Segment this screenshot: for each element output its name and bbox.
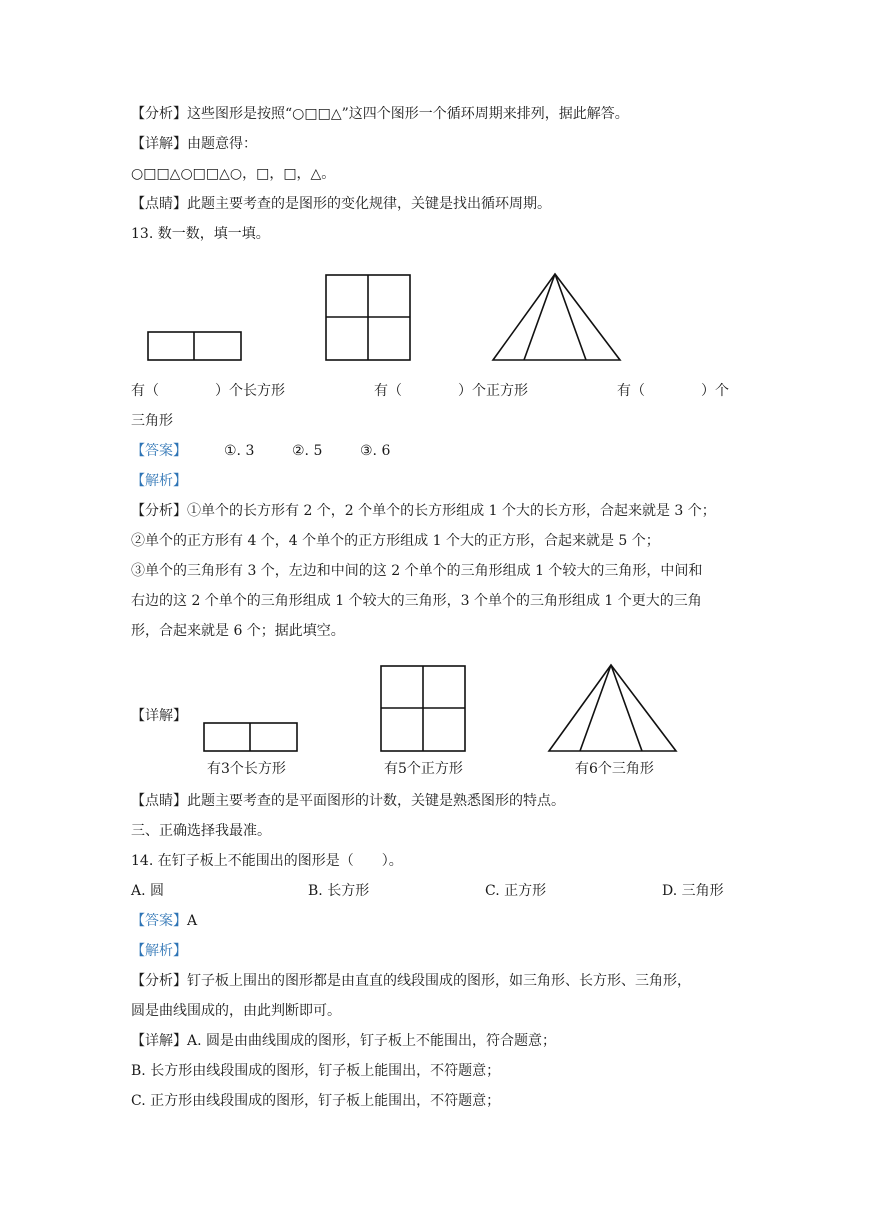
q12-detail-label: 【详解】由题意得： [131, 136, 257, 152]
q13-answer-label: 【答案】 [131, 443, 187, 459]
q12-analysis: 【分析】这些图形是按照“○□□△”这四个图形一个循环周期来排列，据此解答。 [131, 106, 629, 122]
q14-option-a: A. 圆 [131, 883, 165, 899]
q13-analysis-2: ②单个的正方形有 4 个，4 个单个的正方形组成 1 个大的正方形，合起来就是 5 个； [131, 533, 660, 549]
q13-analysis-3: ③单个的三角形有 3 个，左边和中间的这 2 个单个的三角形组成 1 个较大的三角形，中间和 [131, 563, 703, 579]
q14-jiexi: 【解析】 [131, 943, 187, 959]
q13-square-figure [324, 273, 413, 363]
q13-analysis-1: 【分析】①单个的长方形有 2 个，2 个单个的长方形组成 1 个大的长方形，合起来就是 3 个； [131, 503, 716, 519]
q13-triangle-figure [490, 272, 624, 363]
q13-blank-square: 有（ ）个正方形 [374, 383, 528, 399]
q14-question: 14. 在钉子板上不能围出的图形是（ ）。 [131, 853, 403, 869]
q13-blank-triangle: 有（ ）个 [617, 383, 729, 399]
q14-answer-label: 【答案】 [131, 913, 187, 929]
q13-analysis-4: 右边的这 2 个单个的三角形组成 1 个较大的三角形，3 个单个的三角形组成 1 个更大的三角 [131, 593, 702, 609]
q12-detail-sequence: ○□□△○□□△○，□，□，△。 [131, 166, 336, 182]
q14-detail-2: B. 长方形由线段围成的图形，钉子板上能围出，不符题意； [131, 1063, 501, 1079]
q13-comment: 【点睛】此题主要考查的是平面图形的计数，关键是熟悉图形的特点。 [131, 793, 565, 809]
q13-jiexi: 【解析】 [131, 473, 187, 489]
q14-detail-3: C. 正方形由线段围成的图形，钉子板上能围出，不符题意； [131, 1093, 501, 1109]
q13-answer-2: ②. 5 [292, 443, 323, 459]
q13-blank-rectangle: 有（ ）个长方形 [131, 383, 285, 399]
q13-blank-triangle-cont: 三角形 [131, 413, 173, 429]
q13-question: 13. 数一数，填一填。 [131, 226, 270, 242]
q14-option-d: D. 三角形 [662, 883, 724, 899]
q13-answer-1: ①. 3 [224, 443, 255, 459]
q13-answer-3: ③. 6 [360, 443, 391, 459]
q13-detail-triangle-figure [546, 663, 680, 754]
q14-detail-1: 【详解】A. 圆是由曲线围成的图形，钉子板上不能围出，符合题意； [131, 1033, 557, 1049]
q13-caption-triangle: 有6个三角形 [575, 761, 654, 777]
q13-rectangle-figure [146, 330, 244, 363]
q13-detail-square-figure [379, 664, 468, 754]
q13-detail-label: 【详解】 [131, 708, 187, 724]
q14-analysis-1: 【分析】钉子板上围出的图形都是由直直的线段围成的图形，如三角形、长方形、三角形， [131, 973, 691, 989]
q13-analysis-5: 形，合起来就是 6 个；据此填空。 [131, 623, 345, 639]
q14-answer-value: A [187, 913, 198, 929]
q14-answer-row [131, 911, 197, 931]
q14-option-c: C. 正方形 [485, 883, 547, 899]
q13-detail-rectangle-figure [202, 721, 300, 754]
q13-caption-rectangle: 有3个长方形 [207, 761, 286, 777]
q14-option-b: B. 长方形 [308, 883, 370, 899]
q13-caption-square: 有5个正方形 [384, 761, 463, 777]
q12-comment: 【点睛】此题主要考查的是图形的变化规律，关键是找出循环周期。 [131, 196, 551, 212]
q14-analysis-2: 圆是曲线围成的，由此判断即可。 [131, 1003, 341, 1019]
section-3-heading: 三、正确选择我最准。 [131, 823, 271, 839]
